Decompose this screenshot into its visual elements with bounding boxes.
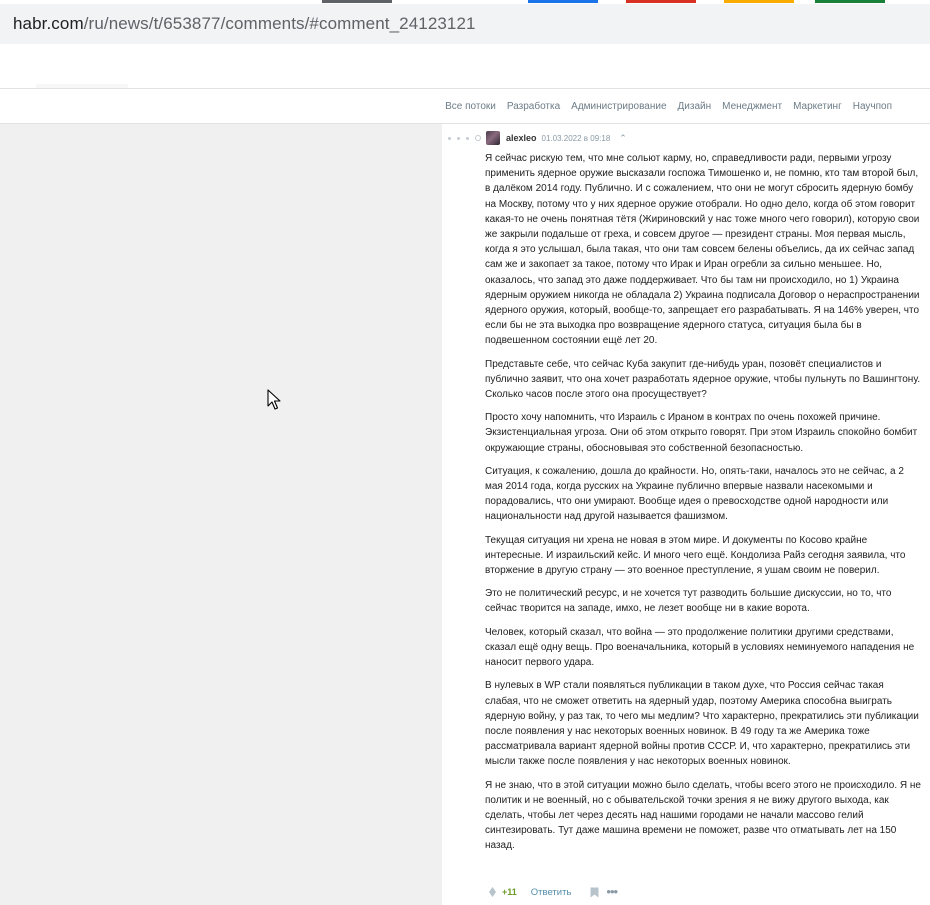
address-bar[interactable] (0, 4, 930, 44)
hub-nav-bar (0, 88, 930, 124)
comment-meta (442, 131, 627, 145)
vote-diamond-icon[interactable] (489, 887, 496, 897)
tab-accent (626, 0, 696, 3)
comment-paragraph: Просто хочу напомнить, что Израиль с Ираном в контрах по очень похожей причине. Экзистенциальная угроза. Они об этом открыто говорят. При этом Израиль спокойно бомбит окружающие страны, обосновывая это собственной безопасностью. (485, 412, 918, 454)
comment-body (485, 151, 921, 862)
tab-accent (815, 0, 885, 3)
comment-paragraph: Это не политический ресурс, и не хочется тут разводить большие дискуссии, но то, что сейчас творится на западе, имхо, не лезет вообще ни в какие ворота. (485, 588, 892, 615)
nav-link-marketing[interactable]: Маркетинг (793, 100, 842, 112)
thread-dot-icon (457, 137, 460, 140)
thread-dot-icon (448, 137, 451, 140)
tab-accent (322, 0, 392, 3)
comment-paragraph: Я не знаю, что в этой ситуации можно было сделать, чтобы всего этого не происходило. Я не политик и не военный, но с обывательской точки зрения я не вижу другого выхода, как сделать, чтобы лет через десять над нашими городами не начали массово гелий синтезировать. Тут даже машина времени не поможет, разве что отматывать лет на 150 назад. (485, 779, 921, 852)
nav-link-admin[interactable]: Администрирование (571, 100, 667, 112)
site-header (0, 44, 930, 88)
bookmark-icon[interactable] (590, 887, 599, 898)
more-options-icon[interactable]: ••• (606, 884, 618, 899)
comment-area (442, 124, 930, 905)
avatar[interactable] (486, 131, 500, 145)
tab-accent (528, 0, 598, 3)
reply-button[interactable]: Ответить (530, 886, 572, 898)
url-path: /ru/news/t/653877/comments/#comment_24123121 (83, 14, 476, 33)
comment-author[interactable]: alexleo (506, 133, 537, 143)
comment-date[interactable]: 01.03.2022 в 09:18 (541, 133, 611, 143)
url-text[interactable] (13, 14, 476, 34)
tab-accent (724, 0, 794, 3)
comment-paragraph: В нулевых в WP стали появляться публикации в таком духе, что Россия сейчас такая слабая, что не сможет ответить на ядерный удар, поэтому Америка способна выиграть ядерную войну, у раз так, то чего мы медлим? Что характерно, прекратились эти публикации после появления у нас некоторых военных новинок. В 49 году та же Америка тоже рассматривала вариант ядерной войны против СССР. И, что характерно, прекратились эти мысли также после появления у нас некоторых военных новинок. (485, 680, 919, 768)
comment-paragraph: Текущая ситуация ни хрена не новая в этом мире. И документы по Косово крайне интересные. И израильский кейс. И много чего ещё. Кондолиза Райз сегодня заявила, что вторжение в другую страну — это военное преступление, я ушам своим не поверил. (485, 534, 906, 577)
nav-link-popsci[interactable]: Научпоп (852, 100, 892, 112)
nav-link-management[interactable]: Менеджмент (722, 100, 783, 112)
left-gutter (0, 124, 442, 905)
comment-paragraph: Я сейчас рискую тем, что мне сольют карму, но, справедливости ради, первыми угрозу применить ядерное оружие высказали госпожа Тимошенко и, не помню, кто там второй был, в далёком 2014 году. Публично. И с сожалением, что они не могут сбросить ядерную бомбу на Москву, потому что у них ядерное оружие отобрали. Но одно дело, когда об этом говорит какая-то не очень понятная тётя (Жириновский у нас тоже много чего говорил), которую свои же закрыли подальше от греха, и совсем другое — президент страны. Моя первая мысль, когда я это услышал, была такая, что они там совсем белены объелись, да их сейчас запад сам же и закопает за такое, потому что Ирак и Иран огребли за сильно меньшее. Но, оказалось, что запад это даже поддерживает. Что бы там ни происходило, но 1) Украина ядерным оружием никогда не обладала 2) Украина подписала Договор о нераспространении ядерного оружия, который, вообще-то, запрещает его разрабатывать. Я на 146% уверен, что если бы не эта выходка про возвращение ядерного статуса, ситуация была бы в подвешенном состоянии ещё лет 20. (485, 153, 920, 347)
hub-nav-links (434, 89, 892, 123)
thread-ring-icon (475, 135, 481, 141)
comment-paragraph: Представьте себе, что сейчас Куба закупит где-нибудь уран, позовёт специалистов и публично заявит, что она хочет разработать ядерное оружие, чтобы пульнуть по Вашингтону. Сколько часов после этого она просуществует? (485, 358, 921, 401)
comment-score: +11 (502, 887, 517, 897)
comment-footer (489, 883, 617, 901)
nav-link-develop[interactable]: Разработка (506, 100, 561, 112)
nav-link-all[interactable]: Все потоки (445, 100, 496, 112)
url-host: habr.com (13, 14, 84, 33)
comment-paragraph: Человек, который сказал, что война — это продолжение политики другими средствами, сказал ещё одну вещь. Про военачальника, который в условиях неминуемого нападения не наносит первого удара. (485, 626, 915, 669)
comment-paragraph: Ситуация, к сожалению, дошла до крайности. Но, опять-таки, началось это не сейчас, а 2 мая 2014 года, когда русских на Украине публично впервые назвали насекомыми и порадовались, что они умирают. Вообще идея о превосходстве одной народности или национальности над другой называется фашизмом. (485, 465, 904, 523)
chevron-up-icon[interactable]: ⌃ (619, 132, 627, 143)
nav-link-design[interactable]: Дизайн (677, 100, 712, 112)
thread-dot-icon (466, 137, 469, 140)
mouse-cursor-icon (267, 389, 281, 411)
